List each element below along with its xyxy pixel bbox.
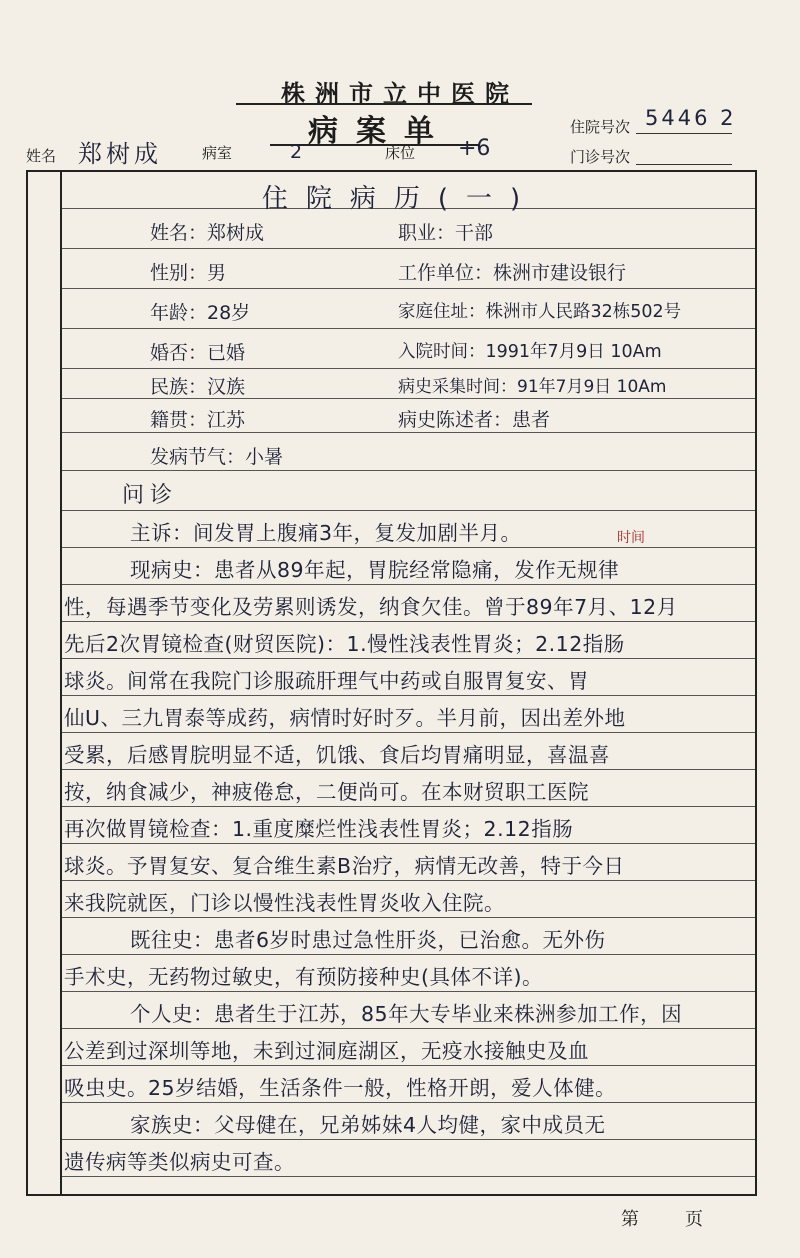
ruled-line — [62, 510, 755, 511]
ruled-line — [62, 248, 755, 249]
personal-history-line: 吸虫史。25岁结婚，生活条件一般，性格开朗，爱人体健。 — [64, 1076, 617, 1100]
ruled-line — [62, 695, 755, 696]
ruled-line — [62, 1065, 755, 1066]
form-title: 病案单 — [308, 114, 452, 149]
ruled-line — [62, 547, 755, 548]
present-illness-line: 球炎。间常在我院门诊服疏肝理气中药或自服胃复安、胃 — [64, 669, 589, 693]
field-marital-status: 婚否：已婚 — [150, 342, 246, 364]
present-illness-line: 按，纳食减少，神疲倦怠，二便尚可。在本财贸职工医院 — [64, 780, 589, 804]
admission-number-value: 5446 2 — [645, 106, 737, 130]
ruled-line — [62, 621, 755, 622]
field-name: 姓名：郑树成 — [150, 222, 265, 244]
present-illness-line: 性，每遇季节变化及劳累则诱发，纳食欠佳。曾于89年7月、12月 — [64, 595, 678, 619]
field-ethnicity: 民族：汉族 — [150, 376, 246, 398]
ruled-line — [62, 1176, 755, 1177]
ruled-line — [62, 954, 755, 955]
present-illness-line: 仙U、三九胃泰等成药，病情时好时歹。半月前，因出差外地 — [64, 706, 626, 730]
name-label: 姓名 — [26, 147, 57, 165]
field-onset-season: 发病节气：小暑 — [150, 446, 284, 468]
present-illness-line: 受累，后感胃脘明显不适，饥饿、食后均胃痛明显，喜温喜 — [64, 743, 610, 767]
admission-number-line — [636, 133, 732, 134]
ruled-line — [62, 769, 755, 770]
ruled-line — [62, 843, 755, 844]
present-illness-line: 现病史：患者从89年起，胃脘经常隐痛，发作无规律 — [130, 558, 620, 582]
outpatient-number-line — [636, 164, 732, 165]
ward-label: 病室 — [202, 144, 233, 162]
ruled-line — [62, 368, 755, 369]
field-history-narrator: 病史陈述者：患者 — [398, 409, 551, 431]
ruled-line — [62, 991, 755, 992]
present-illness-line: 球炎。予胃复安、复合维生素B治疗，病情无改善，特于今日 — [64, 854, 625, 878]
ruled-line — [62, 470, 755, 471]
ruled-line — [62, 880, 755, 881]
ruled-line — [62, 806, 755, 807]
family-history-line: 遗传病等类似病史可查。 — [64, 1150, 295, 1174]
personal-history-line: 个人史：患者生于江苏，85年大专毕业来株洲参加工作，因 — [130, 1002, 683, 1026]
ruled-line — [62, 658, 755, 659]
ward-value: 2 — [290, 141, 303, 163]
field-history-time: 病史采集时间：91年7月9日 10Am — [398, 377, 667, 397]
hospital-name: 株洲市立中医院 — [281, 79, 519, 108]
ruled-line — [62, 1139, 755, 1140]
field-native-place: 籍贯：江苏 — [150, 409, 246, 431]
present-illness-line: 来我院就医，门诊以慢性浅表性胃炎收入住院。 — [64, 891, 505, 915]
field-admission-time: 入院时间：1991年7月9日 10Am — [398, 342, 662, 362]
field-age: 年龄：28岁 — [150, 302, 251, 324]
field-workplace: 工作单位：株洲市建设银行 — [398, 262, 627, 284]
ruled-line — [62, 917, 755, 918]
past-history-line: 既往史：患者6岁时患过急性肝炎，已治愈。无外伤 — [130, 928, 606, 952]
bed-value: +6 — [458, 136, 491, 161]
ruled-line — [62, 732, 755, 733]
present-illness-line: 先后2次胃镜检查(财贸医院)：1.慢性浅表性胃炎；2.12指肠 — [64, 632, 625, 656]
ruled-line — [62, 432, 755, 433]
chief-complaint-line: 主诉：间发胃上腹痛3年，复发加剧半月。 — [130, 521, 522, 545]
ruled-line — [62, 1028, 755, 1029]
margin-rule — [60, 172, 62, 1194]
family-history-line: 家族史：父母健在，兄弟姊妹4人均健，家中成员无 — [130, 1113, 606, 1137]
field-sex: 性别：男 — [150, 262, 227, 284]
ruled-line — [62, 288, 755, 289]
hospital-name-rule — [236, 103, 532, 105]
ruled-line — [62, 1102, 755, 1103]
section-title: 住院病历(一) — [261, 184, 539, 214]
outpatient-number-label: 门诊号次 — [570, 148, 631, 166]
ruled-line — [62, 328, 755, 329]
field-occupation: 职业：干部 — [398, 222, 494, 244]
ruled-line — [62, 584, 755, 585]
admission-number-label: 住院号次 — [570, 118, 631, 136]
present-illness-line: 再次做胃镜检查：1.重度糜烂性浅表性胃炎；2.12指肠 — [64, 817, 574, 841]
field-address: 家庭住址：株洲市人民路32栋502号 — [398, 302, 682, 322]
name-value: 郑树成 — [78, 140, 162, 168]
page-number-label: 第页 — [621, 1209, 749, 1230]
bed-label: 床位 — [385, 144, 416, 162]
personal-history-line: 公差到过深圳等地，未到过洞庭湖区，无疫水接触史及血 — [64, 1039, 589, 1063]
past-history-line: 手术史，无药物过敏史，有预防接种史(具体不详)。 — [64, 965, 543, 989]
interlinear-note: 时间 — [617, 530, 645, 546]
inquiry-heading: 问诊 — [122, 483, 179, 508]
